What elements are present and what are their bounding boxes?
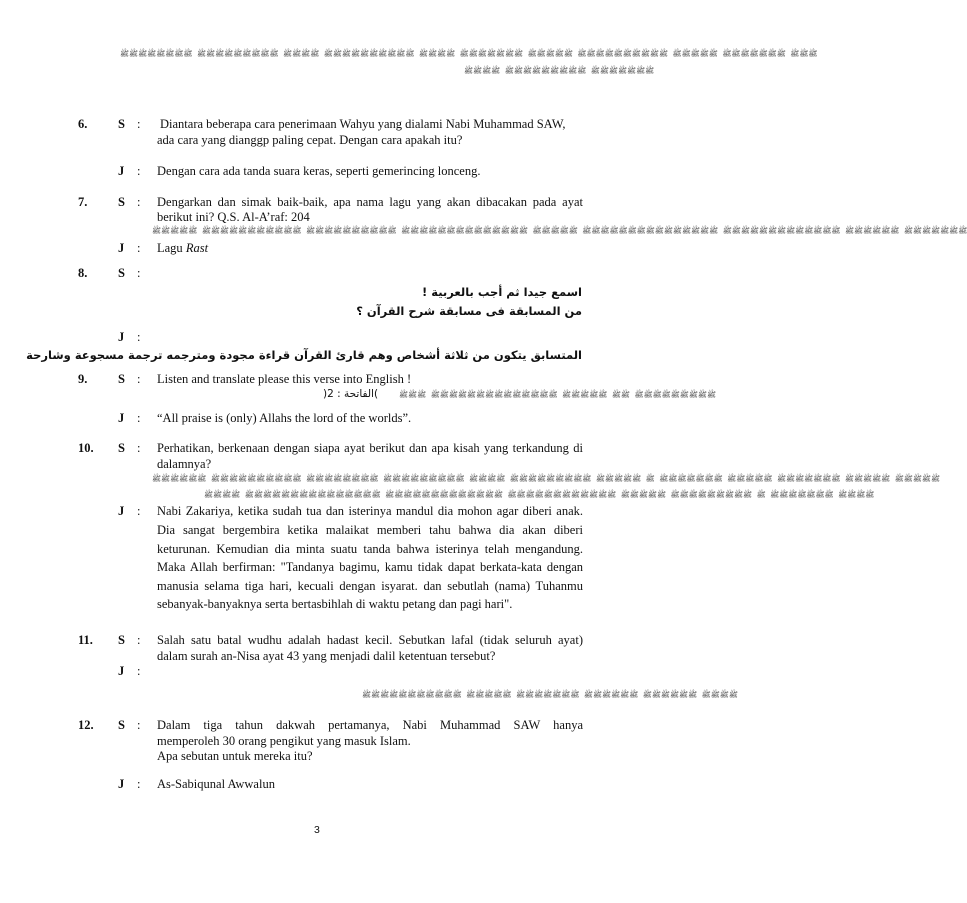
question-label: S xyxy=(118,718,125,732)
answer-label: J xyxy=(118,411,125,425)
question-number: 10. xyxy=(78,441,94,455)
question-text-line-2: dalamnya? xyxy=(157,457,212,471)
question-text-line-1: Dalam tiga tahun dakwah pertamanya, Nabi Muhammad SAW hanya xyxy=(157,718,583,732)
answer-text: “All praise is (only) Allahs the lord of the worlds”. xyxy=(157,411,412,425)
arabic-question-line-2: من المسابقة فى مسابقة شرح القرآن ؟ xyxy=(356,304,582,318)
colon: : xyxy=(137,195,141,209)
arabic-answer: المتسابق يتكون من ثلاثة أشخاص وهم قارئ القرآن قراءة مجودة ومترجمه ترجمة مسجوعة وشارحة xyxy=(26,348,582,362)
answer-text-line-1: Nabi Zakariya, ketika sudah tua dan isterinya mandul dia mohon agar diberi anak. xyxy=(157,504,583,518)
question-number: 11. xyxy=(78,633,93,647)
question-text-line-3: Apa sebutan untuk mereka itu? xyxy=(157,749,313,763)
question-label: S xyxy=(118,441,125,455)
answer-text-line-6: sebanyak-banyaknya serta bertasbihlah di waktu petang dan pagi hari". xyxy=(157,597,513,611)
question-text-line-1: Diantara beberapa cara penerimaan Wahyu yang dialami Nabi Muhammad SAW, xyxy=(160,117,566,131)
question-number: 7. xyxy=(78,195,88,209)
quran-verse-glyphs: ﷺﷺﷺﷺﷺﷺﷺﷺﷺ ﷺﷺ ﷺﷺﷺﷺﷺ ﷺﷺﷺﷺﷺﷺﷺﷺﷺﷺﷺﷺﷺﷺ ﷺﷺﷺ xyxy=(399,390,717,399)
colon: : xyxy=(137,411,141,425)
quran-verse-glyphs: ﷺﷺﷺﷺ ﷺﷺﷺﷺﷺﷺ ﷺﷺﷺﷺﷺﷺ ﷺﷺﷺﷺﷺﷺﷺ ﷺﷺﷺﷺﷺ ﷺﷺﷺﷺﷺﷺﷺﷺﷺﷺﷺ xyxy=(362,690,738,699)
header-arabic-line-2: ﷺﷺﷺﷺﷺﷺﷺ ﷺﷺﷺﷺﷺﷺﷺﷺﷺ ﷺﷺﷺﷺ xyxy=(464,66,655,75)
arabic-question-line-1: اسمع جيدا ثم أجب بالعربية ! xyxy=(422,285,582,299)
question-label: S xyxy=(118,372,125,386)
colon: : xyxy=(137,441,141,455)
colon: : xyxy=(137,372,141,386)
colon: : xyxy=(137,664,141,678)
answer-text-line-5: manusia selama tiga hari, kecuali dengan isyarat. dan sebutlah (nama) Tuhanmu xyxy=(157,579,583,593)
question-text-line-2: berikut ini? Q.S. Al-A’raf: 204 xyxy=(157,210,310,224)
answer-text-line-2: Dia sangat bergembira ketika malaikat memberi tahu bahwa dia akan diberi xyxy=(157,523,583,537)
colon: : xyxy=(137,718,141,732)
answer-text: Dengan cara ada tanda suara keras, seperti gemerincing lonceng. xyxy=(157,164,481,178)
question-label: S xyxy=(118,195,125,209)
question-text-line-1: Perhatikan, berkenaan dengan siapa ayat berikut dan apa kisah yang terkandung di xyxy=(157,441,583,455)
colon: : xyxy=(137,777,141,791)
answer-text-line-3: keturunan. Kemudian dia minta suatu tanda bahwa isterinya telah mengandung. xyxy=(157,542,583,556)
colon: : xyxy=(137,330,141,344)
question-label: S xyxy=(118,117,125,131)
question-label: S xyxy=(118,266,125,280)
answer-label: J xyxy=(118,241,125,255)
question-number: 12. xyxy=(78,718,94,732)
answer-label: J xyxy=(118,164,125,178)
colon: : xyxy=(137,117,141,131)
answer-text xyxy=(157,241,208,256)
question-text-line-1: Salah satu batal wudhu adalah hadast kecil. Sebutkan lafal (tidak seluruh ayat) xyxy=(157,633,583,647)
answer-text: As-Sabiqunal Awwalun xyxy=(157,777,275,791)
colon: : xyxy=(137,266,141,280)
colon: : xyxy=(137,241,141,255)
answer-prefix: Lagu xyxy=(157,241,183,255)
question-number: 6. xyxy=(78,117,88,131)
question-text-line-2: ada cara yang dianggp paling cepat. Dengan cara apakah itu? xyxy=(157,133,463,147)
question-text-line-1: Dengarkan dan simak baik-baik, apa nama lagu yang akan dibacakan pada ayat xyxy=(157,195,583,209)
quran-verse-glyphs-line-2: ﷺﷺﷺﷺ ﷺﷺﷺﷺﷺﷺﷺ ﷺ ﷺﷺﷺﷺﷺﷺﷺﷺﷺ ﷺﷺﷺﷺﷺ ﷺﷺﷺﷺﷺﷺﷺﷺﷺﷺﷺﷺ ﷺﷺﷺﷺﷺﷺﷺﷺﷺﷺﷺﷺﷺ ﷺﷺﷺﷺﷺﷺﷺﷺﷺﷺﷺﷺﷺﷺﷺ ﷺﷺﷺﷺ xyxy=(204,490,875,499)
colon: : xyxy=(137,164,141,178)
quran-verse-glyphs: ﷺﷺﷺﷺﷺﷺﷺ ﷺﷺﷺﷺﷺﷺ ﷺﷺﷺﷺﷺﷺﷺﷺﷺﷺﷺﷺﷺ ﷺﷺﷺﷺﷺﷺﷺﷺﷺﷺﷺﷺﷺﷺﷺ ﷺﷺﷺﷺﷺ ﷺﷺﷺﷺﷺﷺﷺﷺﷺﷺﷺﷺﷺﷺ ﷺﷺﷺﷺﷺﷺﷺﷺﷺﷺ ﷺﷺﷺﷺﷺﷺﷺﷺﷺﷺﷺ ﷺﷺﷺﷺﷺ xyxy=(152,226,967,235)
question-label: S xyxy=(118,633,125,647)
answer-italic: Rast xyxy=(185,241,209,255)
answer-label: J xyxy=(118,777,125,791)
verse-reference: )2 : الفاتحة( xyxy=(323,388,379,400)
question-number: 8. xyxy=(78,266,88,280)
answer-label: J xyxy=(118,504,125,518)
question-text: Listen and translate please this verse into English ! xyxy=(157,372,412,386)
answer-text-line-4: Maka Allah berfirman: "Tandanya bagimu, kamu tidak dapat berkata-kata dengan xyxy=(157,560,583,574)
header-arabic-line-1: ﷺﷺﷺ ﷺﷺﷺﷺﷺﷺﷺ ﷺﷺﷺﷺﷺ ﷺﷺﷺﷺﷺﷺﷺﷺﷺﷺ ﷺﷺﷺﷺﷺ ﷺﷺﷺﷺﷺﷺﷺ ﷺﷺﷺﷺ ﷺﷺﷺﷺﷺﷺﷺﷺﷺﷺ ﷺﷺﷺﷺ ﷺﷺﷺﷺﷺﷺﷺﷺﷺ ﷺﷺﷺﷺﷺﷺﷺﷺ xyxy=(120,49,818,58)
page-number: 3 xyxy=(314,824,320,836)
question-text-line-2: memperoleh 30 orang pengikut yang masuk Islam. xyxy=(157,734,411,748)
answer-label: J xyxy=(118,330,125,344)
question-number: 9. xyxy=(78,372,88,386)
question-text-line-2: dalam surah an-Nisa ayat 43 yang menjadi dalil ketentuan tersebut? xyxy=(157,649,496,663)
quran-verse-glyphs-line-1: ﷺﷺﷺﷺﷺ ﷺﷺﷺﷺﷺ ﷺﷺﷺﷺﷺﷺﷺ ﷺﷺﷺﷺﷺ ﷺﷺﷺﷺﷺﷺﷺ ﷺ ﷺﷺﷺﷺﷺ ﷺﷺﷺﷺﷺﷺﷺﷺﷺ ﷺﷺﷺﷺ ﷺﷺﷺﷺﷺﷺﷺﷺﷺ ﷺﷺﷺﷺﷺﷺﷺﷺ ﷺﷺﷺﷺﷺﷺﷺﷺﷺﷺ ﷺﷺﷺﷺﷺﷺ xyxy=(152,474,941,483)
colon: : xyxy=(137,633,141,647)
colon: : xyxy=(137,504,141,518)
answer-label: J xyxy=(118,664,125,678)
